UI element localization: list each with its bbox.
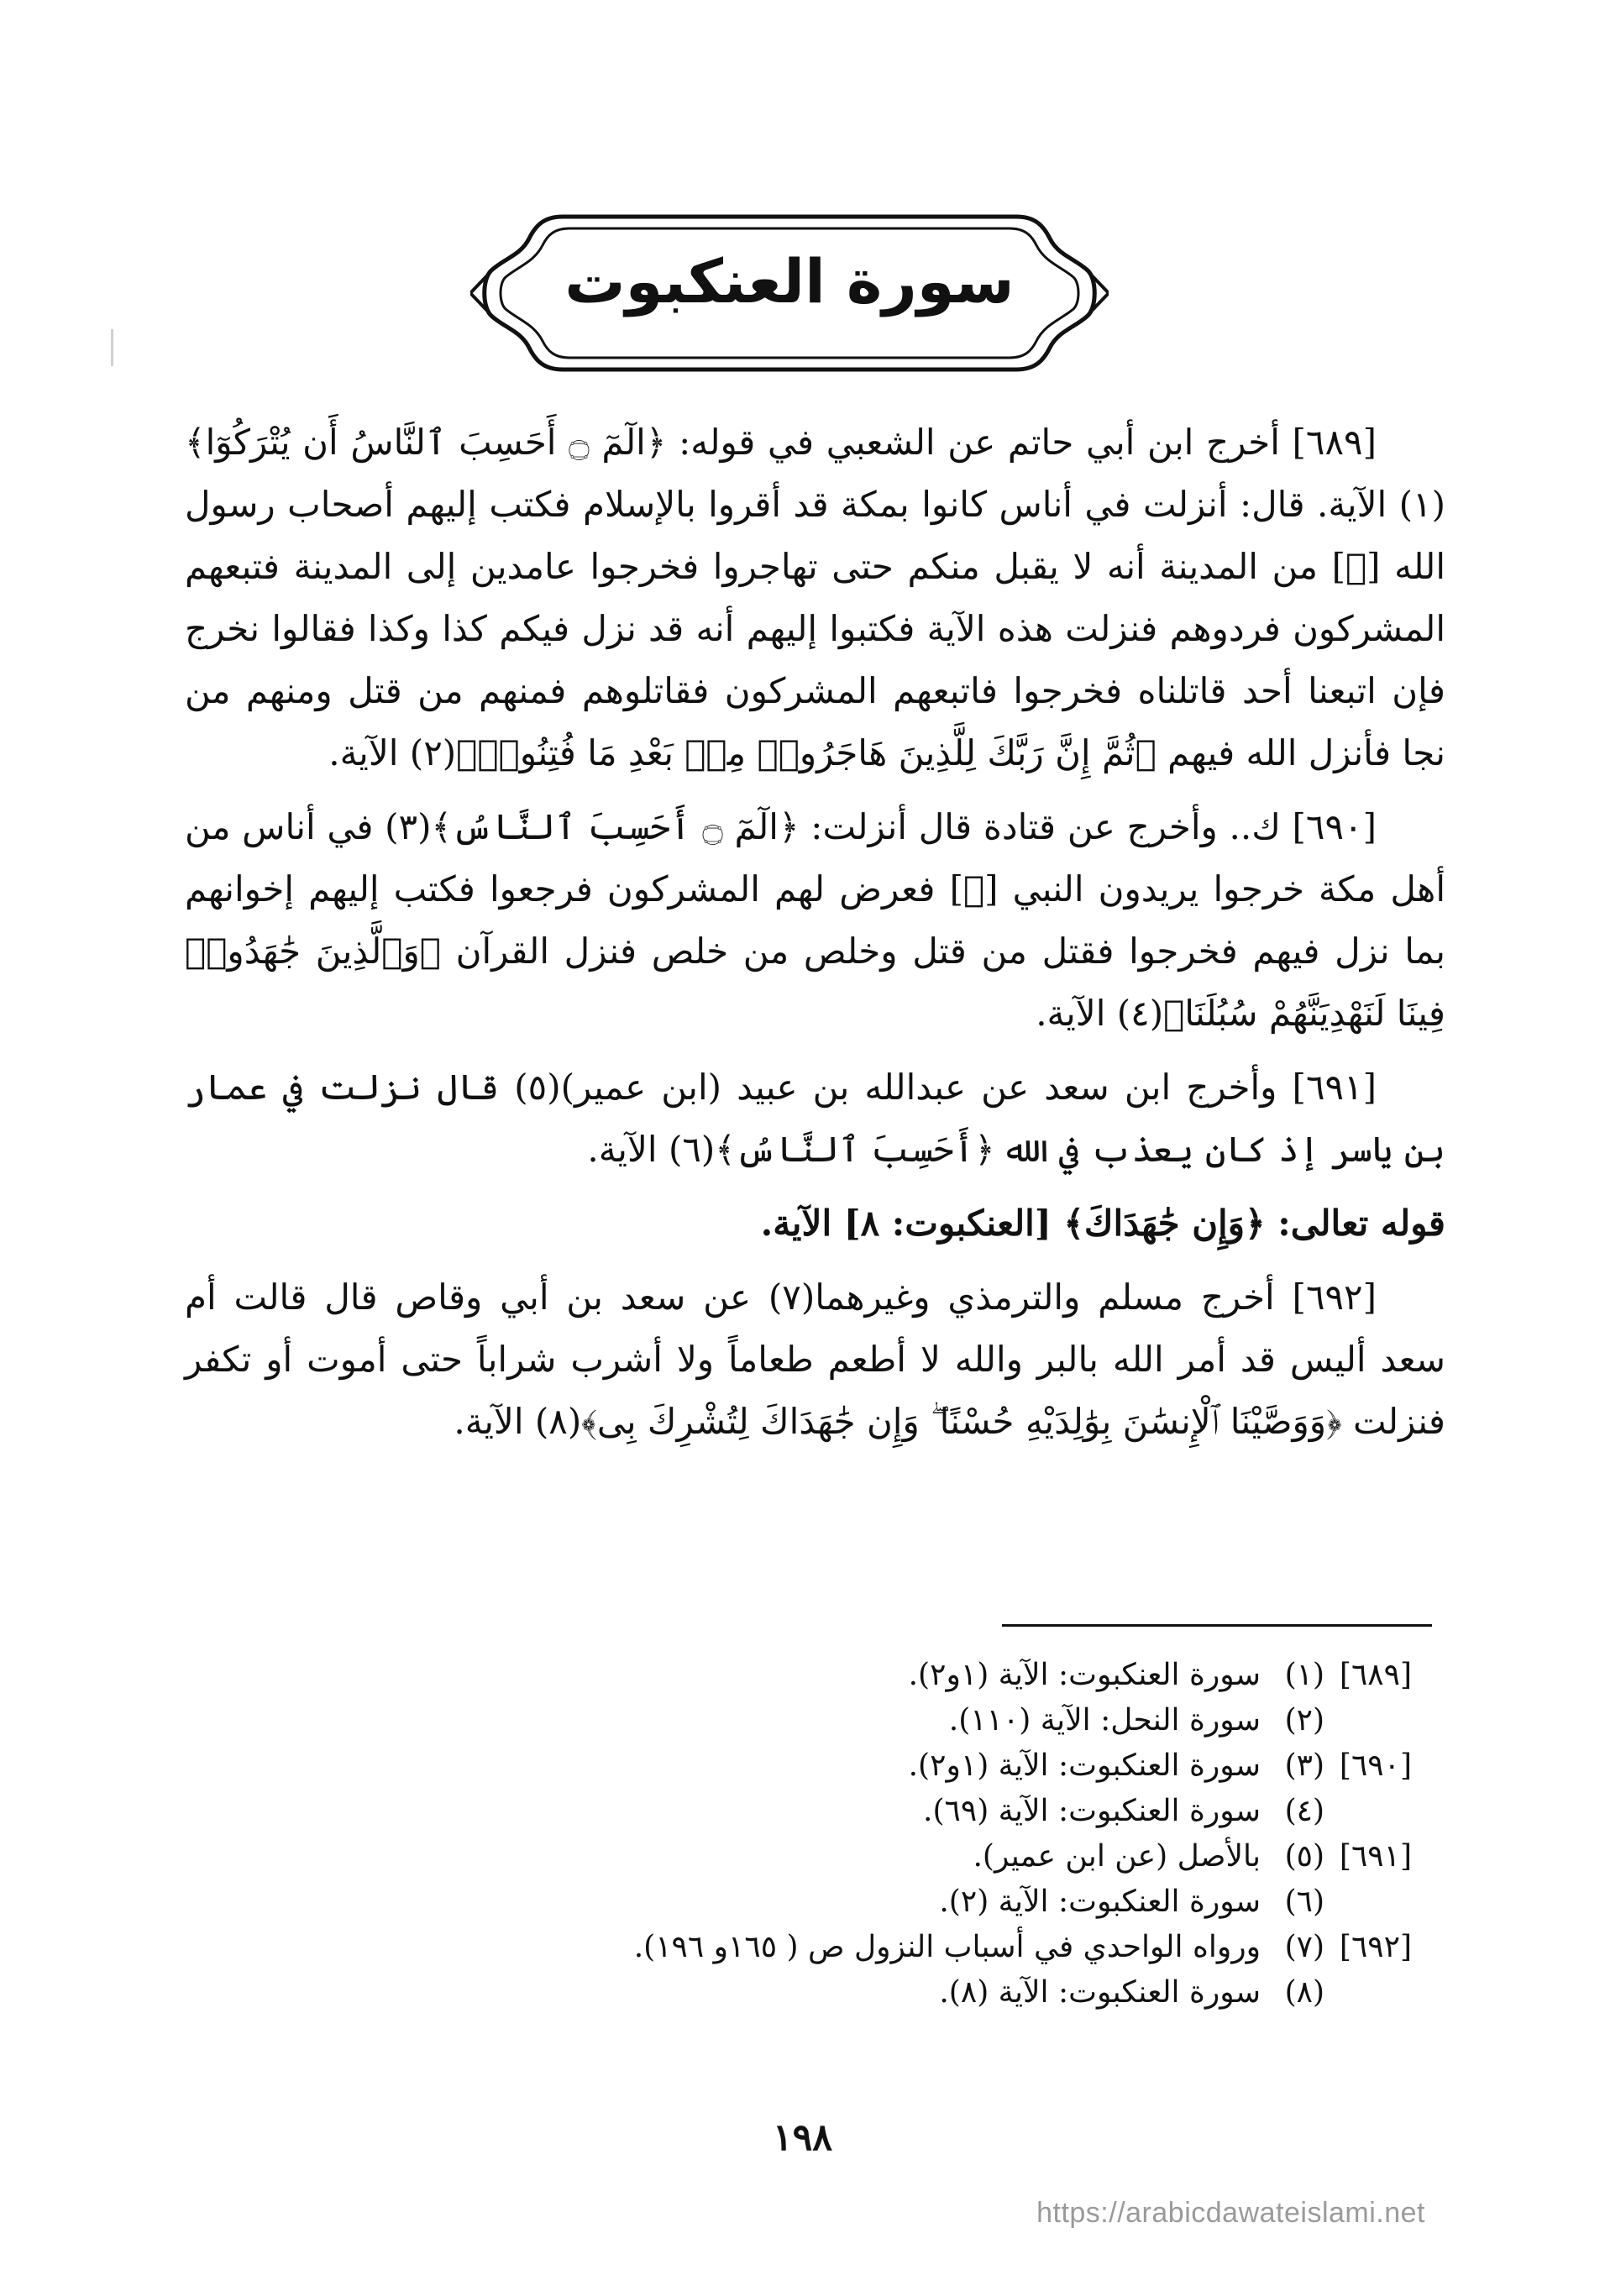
footnote-number: (٣): [1284, 1748, 1324, 1783]
footnote-text: سورة النحل: الآية (١١٠).: [948, 1703, 1261, 1738]
footnote-text: سورة العنكبوت: الآية (١و٢).: [908, 1748, 1261, 1783]
footnote-group: [٦٨٩]: [1339, 1658, 1412, 1692]
footnote-text: سورة العنكبوت: الآية (٦٩).: [923, 1794, 1261, 1828]
footnotes: [421, 1653, 1412, 2016]
footnote-row: [421, 1925, 1412, 1970]
footnote-row: [421, 1970, 1412, 2016]
page-number: ١٩٨: [773, 2116, 832, 2159]
footnote-number: (١): [1284, 1658, 1324, 1692]
paragraph-692: [٦٩٢] أخرج مسلم والترمذي وغيرهما(٧) عن سعد بن أبي وقاص قال قالت أم سعد أليس قد أمر الله بالبر والله لا أطعم طعاماً ولا أشرب شراباً حتى أموت أو تكفر فنزلت ﴿وَوَصَّيْنَا ٱلْإِنسَٰنَ بِوَٰلِدَيْهِ حُسْنًا ۖ وَإِن جَٰهَدَاكَ لِتُشْرِكَ بِى﴾(٨) الآية.: [185, 1276, 1445, 1442]
footnote-text: سورة العنكبوت: الآية (٢).: [939, 1885, 1261, 1919]
main-text: [185, 411, 1445, 1465]
surah-title-frame: [470, 200, 1109, 386]
footnote-number: (٥): [1284, 1839, 1324, 1874]
paragraph-691: [٦٩١] وأخرج ابن سعد عن عبدالله بن عبيد (ابن عمير)(٥) قال نزلت في عمار بن ياسر إذ كان يعذب في الله ﴿أَحَسِبَ ٱلنَّاسُ﴾(٦) الآية.: [185, 1067, 1445, 1170]
footnote-group: [٦٩٢]: [1339, 1930, 1412, 1964]
footnote-group: [٦٩١]: [1339, 1839, 1412, 1874]
footnote-text: ورواه الواحدي في أسباب النزول ص ( ١٦٥و ١٩٦).: [633, 1930, 1261, 1964]
footnote-row: [421, 1743, 1412, 1789]
footnote-text: سورة العنكبوت: الآية (١و٢).: [908, 1658, 1261, 1692]
watermark-url: https://arabicdawateislami.net: [1036, 2197, 1425, 2229]
footnote-number: (٤): [1284, 1794, 1324, 1828]
footnote-row: [421, 1834, 1412, 1879]
footnote-divider: [1002, 1624, 1432, 1627]
footnote-number: (٢): [1284, 1703, 1324, 1738]
footnote-row: [421, 1698, 1412, 1743]
footnote-row: [421, 1879, 1412, 1925]
verse-heading: قوله تعالى: ﴿وَإِن جَٰهَدَاكَ﴾ [العنكبوت: ٨] الآية.: [760, 1203, 1445, 1244]
footnote-number: (٨): [1284, 1975, 1324, 2010]
paragraph-690: [٦٩٠] ك.. وأخرج عن قتادة قال أنزلت: ﴿الٓمٓ ۝ أَحَسِبَ ٱلنَّاسُ﴾(٣) في أناس من أهل مكة خرجوا يريدون النبي [ﷺ] فعرض لهم المشركون فرجعوا فكتب إليهم إخوانهم بما نزل فيهم فخرجوا فقتل من قتل وخلص من خلص فنزل القرآن ﴿وَٱلَّذِينَ جَٰهَدُوا۟ فِينَا لَنَهْدِيَنَّهُمْ سُبُلَنَا﴾(٤) الآية.: [185, 806, 1445, 1034]
footnote-text: بالأصل (عن ابن عمير).: [973, 1839, 1261, 1874]
footnote-group: [٦٩٠]: [1339, 1748, 1412, 1783]
footnote-row: [421, 1789, 1412, 1834]
footnote-number: (٦): [1284, 1885, 1324, 1919]
footnote-row: [421, 1653, 1412, 1698]
footnote-number: (٧): [1284, 1930, 1324, 1964]
paragraph-689: [٦٨٩] أخرج ابن أبي حاتم عن الشعبي في قوله: ﴿الٓمٓ ۝ أَحَسِبَ ٱلنَّاسُ أَن يُتْرَكُوٓا﴾(١) الآية. قال: أنزلت في أناس كانوا بمكة قد أقروا بالإسلام فكتب إليهم أصحاب رسول الله [ﷺ] من المدينة أنه لا يقبل منكم حتى تهاجروا فخرجوا عامدين إلى المدينة فتبعهم المشركون فردوهم فنزلت هذه الآية فكتبوا إليهم أنه قد نزل فيكم كذا وكذا فقالوا نخرج فإن اتبعنا أحد قاتلناه فخرجوا فاتبعهم المشركون فقاتلوهم فمنهم من قتل ومنهم من نجا فأنزل الله فيهم ﴿ثُمَّ إِنَّ رَبَّكَ لِلَّذِينَ هَاجَرُوا۟ مِنۢ بَعْدِ مَا فُتِنُوا۟﴾(٢) الآية.: [185, 422, 1445, 773]
surah-title: سورة العنكبوت: [564, 246, 1015, 317]
footnote-text: سورة العنكبوت: الآية (٨).: [939, 1975, 1261, 2010]
scan-mark: [111, 329, 113, 366]
